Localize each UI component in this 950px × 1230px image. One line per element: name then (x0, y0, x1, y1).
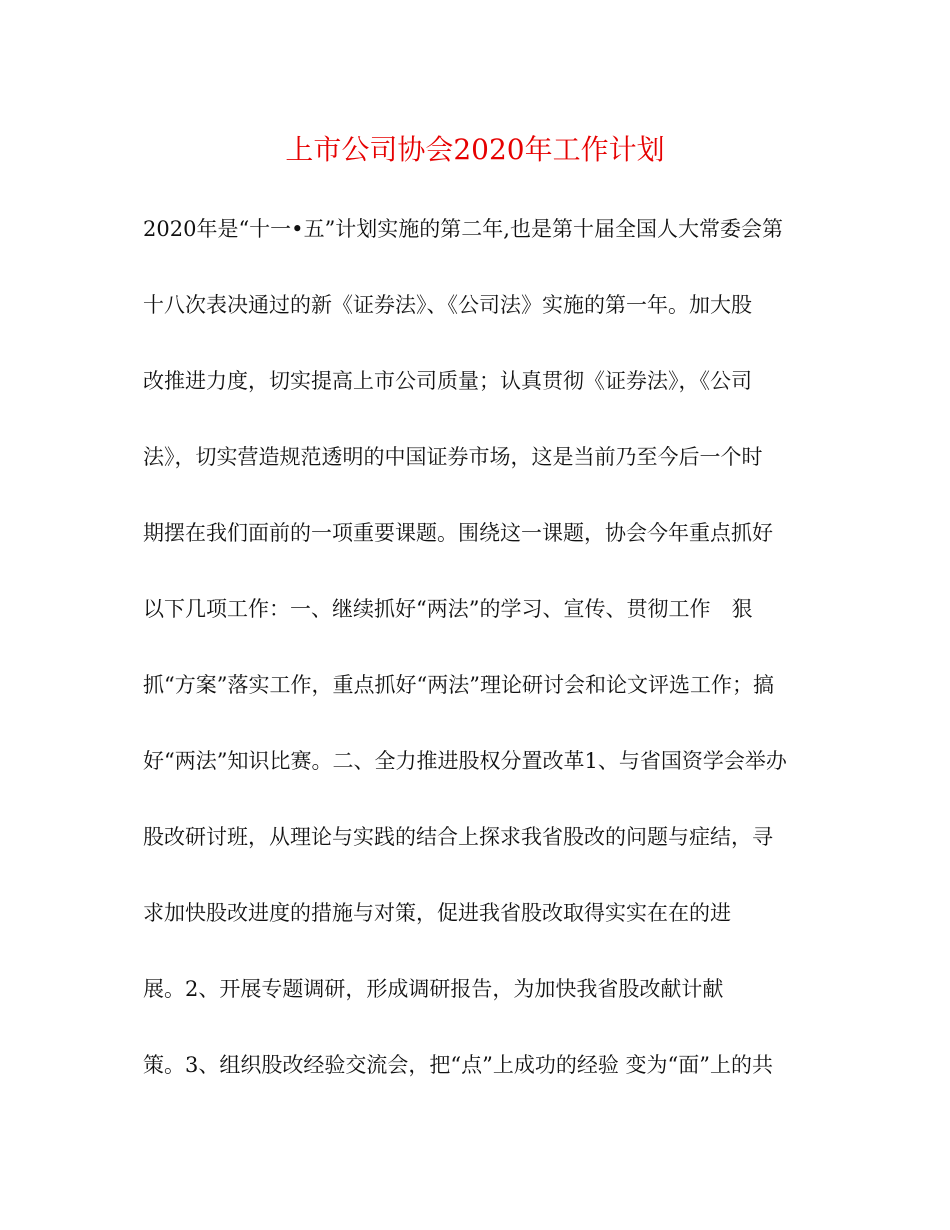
body-line: 好“两法”知识比赛。二、全力推进股权分置改革1、与省国资学会举办 (143, 749, 787, 773)
body-line: 以下几项工作：一、继续抓好“两法”的学习、宣传、贯彻工作 狠 (143, 597, 753, 621)
body-line: 期摆在我们面前的一项重要课题。围绕这一课题，协会今年重点抓好 (143, 521, 773, 545)
document-title: 上市公司协会2020年工作计划 (285, 133, 665, 166)
body-line: 求加快股改进度的措施与对策，促进我省股改取得实实在在的进 (143, 901, 731, 925)
body-line: 2020年是“十一•五”计划实施的第二年,也是第十届全国人大常委会第 (143, 217, 783, 241)
body-line: 抓“方案”落实工作，重点抓好“两法”理论研讨会和论文评选工作；搞 (143, 673, 774, 697)
body-line: 十八次表决通过的新《证券法》、《公司法》实施的第一年。加大股 (143, 293, 752, 317)
body-line: 改推进力度，切实提高上市公司质量；认真贯彻《证券法》，《公司 (143, 369, 752, 393)
body-line: 股改研讨班，从理论与实践的结合上探求我省股改的问题与症结，寻 (143, 825, 773, 849)
body-line: 策。3、组织股改经验交流会，把“点”上成功的经验 变为“面”上的共 (143, 1053, 773, 1077)
body-line: 展。2、开展专题调研，形成调研报告，为加快我省股改献计献 (143, 977, 724, 1001)
body-line: 法》，切实营造规范透明的中国证券市场，这是当前乃至今后一个时 (143, 445, 763, 469)
